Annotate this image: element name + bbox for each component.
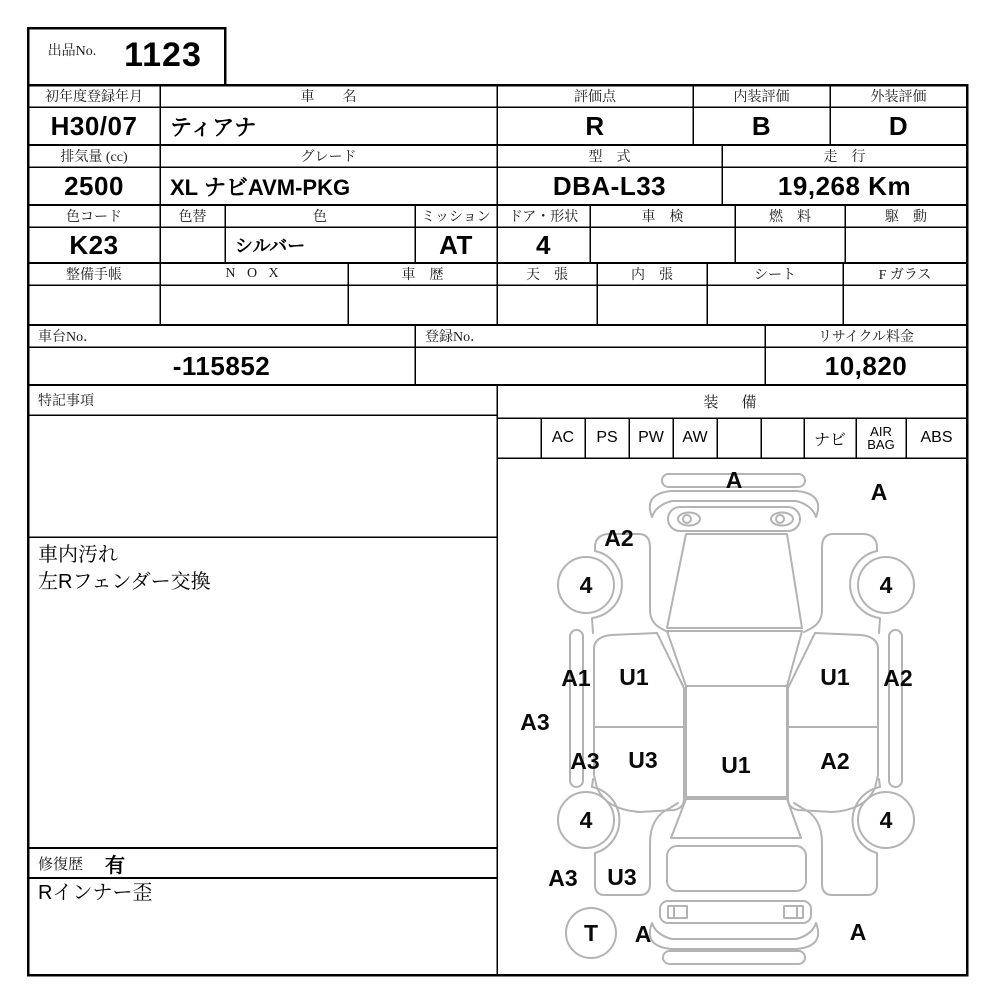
headliner-value [497, 285, 597, 325]
right-side-sill [889, 630, 902, 787]
marker-left-front-wheel: 4 [579, 572, 593, 598]
repair-history-row [28, 848, 497, 878]
left-headlight-lens [683, 515, 691, 523]
marker-left-front-door: U1 [619, 664, 649, 690]
roof [686, 686, 787, 797]
front-glass-value [843, 285, 967, 325]
marker-rear-bumper-left: A [634, 921, 652, 947]
headliner-label: 天 張 [526, 268, 568, 283]
marker-right-rear-wheel: 4 [879, 807, 893, 833]
model-code-value: DBA-L33 [552, 170, 667, 201]
interior-grade-label: 内装評価 [733, 90, 790, 105]
door-trim-label: 内 張 [631, 268, 673, 283]
right-front-wheel-arch [850, 551, 880, 633]
marker-spare-tire: T [583, 920, 599, 946]
repair-detail: Rインナー歪 [38, 882, 153, 904]
tail-panel [660, 901, 811, 923]
first-registration-label: 初年度登録年月 [45, 90, 143, 105]
grade-point-label: 評価点 [574, 90, 616, 105]
marker-right-front-door: U1 [820, 664, 850, 690]
rear-bumper [650, 923, 818, 949]
car-history-value [348, 285, 497, 325]
color-code-label: 色コード [66, 210, 122, 225]
marker-front-right-area: A [870, 479, 888, 505]
marker-left-side-sill: A3 [520, 709, 550, 735]
color-label: 色 [313, 210, 327, 225]
exterior-grade-label: 外装評価 [870, 90, 927, 105]
fuel-label: 燃 料 [769, 210, 811, 225]
right-tail-light [784, 906, 803, 918]
marker-left-front-pillar: A1 [561, 665, 591, 691]
color-change-value [160, 227, 225, 263]
equipment-cell-aw: AW [682, 429, 708, 446]
right-quarter-join [879, 779, 880, 787]
marker-left-front-fender: A2 [604, 525, 634, 551]
car-history-label: 車 歴 [401, 268, 444, 283]
left-quarter-join [592, 779, 593, 787]
right-headlight-lens [776, 515, 784, 523]
model-code-label: 型 式 [588, 150, 631, 165]
hood [667, 534, 802, 628]
grade-label: グレード [300, 150, 357, 165]
car-name-label: 車 名 [300, 90, 357, 105]
left-tail-light [668, 906, 687, 918]
repair-history-value: 有 [105, 854, 126, 877]
equipment-cell [761, 418, 804, 458]
equipment-cell-airbag: AIR BAG [867, 424, 895, 452]
front-grille-panel [668, 507, 800, 531]
right-front-fender [804, 534, 877, 632]
mileage-value: 19,268 Km [777, 170, 912, 201]
marker-left-rear-door: U3 [628, 747, 658, 773]
auction-no-label: 出品No. [47, 44, 97, 59]
nox-value [160, 285, 348, 325]
color-change-label: 色替 [178, 210, 207, 225]
equipment-cell-abs: ABS [920, 429, 953, 446]
service-book-value [28, 285, 160, 325]
inspection-value [590, 227, 735, 263]
first-registration-value: H30/07 [50, 110, 138, 141]
equipment-cell [717, 418, 761, 458]
marker-floor-center: U1 [721, 752, 751, 778]
windshield [667, 631, 802, 686]
trunk-lid [667, 846, 806, 891]
marker-right-front-wheel: 4 [879, 572, 893, 598]
front-bumper [650, 491, 818, 517]
drive-value [845, 227, 967, 263]
transmission-label: ミッション [421, 210, 491, 225]
chassis-no-value: -115852 [172, 350, 271, 381]
rear-window [671, 799, 801, 838]
drive-label: 駆 動 [885, 210, 927, 225]
color-code-value: K23 [69, 229, 119, 260]
registration-no-label: 登録No． [425, 330, 485, 345]
service-book-label: 整備手帳 [66, 268, 122, 283]
inspection-label: 車 検 [641, 210, 684, 225]
grade-point-value: R [585, 110, 605, 141]
fuel-value [735, 227, 845, 263]
transmission-value: AT [439, 229, 473, 260]
car-name-value: ティアナ [170, 114, 257, 140]
marker-left-rear-door-lower: A3 [570, 748, 600, 774]
displacement-value: 2500 [64, 170, 124, 201]
marker-right-rear-door: A2 [820, 748, 850, 774]
doors-value: 4 [536, 229, 551, 260]
exterior-grade-value: D [888, 110, 909, 141]
equipment-cell-ps: PS [596, 429, 618, 446]
equipment-cell [497, 418, 541, 458]
marker-left-rear-wheel: 4 [579, 807, 593, 833]
special-notes-header: 特記事項 [38, 394, 94, 409]
mileage-label: 走 行 [823, 150, 866, 165]
marker-left-quarter-panel: A3 [548, 865, 578, 891]
car-damage-diagram [497, 458, 967, 975]
equipment-header: 装 備 [703, 394, 761, 411]
door-trim-value [597, 285, 707, 325]
registration-no-value [415, 347, 765, 385]
recycle-fee-label: リサイクル料金 [817, 330, 915, 345]
interior-grade-value: B [751, 110, 772, 141]
equipment-cell-navi: ナビ [813, 431, 846, 449]
left-front-wheel-arch [592, 551, 622, 633]
displacement-label: 排気量 (cc) [60, 150, 128, 165]
auction-no-value: 1123 [124, 35, 202, 74]
equipment-cell-pw: PW [638, 429, 664, 446]
marker-rear-bumper-right: A [849, 919, 867, 945]
doors-label: ドア・形状 [508, 210, 579, 225]
marker-right-side-sill: A2 [883, 665, 913, 691]
grade-value: XL ナビAVM-PKG [170, 174, 351, 200]
seat-label: シート [754, 268, 796, 283]
recycle-fee-value: 10,820 [824, 350, 908, 381]
special-note-line: 車内汚れ [38, 544, 118, 566]
front-glass-label: F ガラス [878, 268, 932, 283]
equipment-cell-ac: AC [551, 429, 575, 446]
nox-label: N O X [225, 266, 283, 281]
rear-bumper-lower [663, 951, 805, 964]
repair-history-label: 修復歴 [38, 856, 84, 873]
color-value: シルバー [235, 236, 306, 256]
special-note-line: 左Rフェンダー交換 [38, 571, 211, 593]
chassis-no-label: 車台No． [38, 330, 98, 345]
marker-front-bumper: A [725, 467, 743, 493]
marker-left-quarter-inner: U3 [607, 864, 637, 890]
seat-value [707, 285, 843, 325]
